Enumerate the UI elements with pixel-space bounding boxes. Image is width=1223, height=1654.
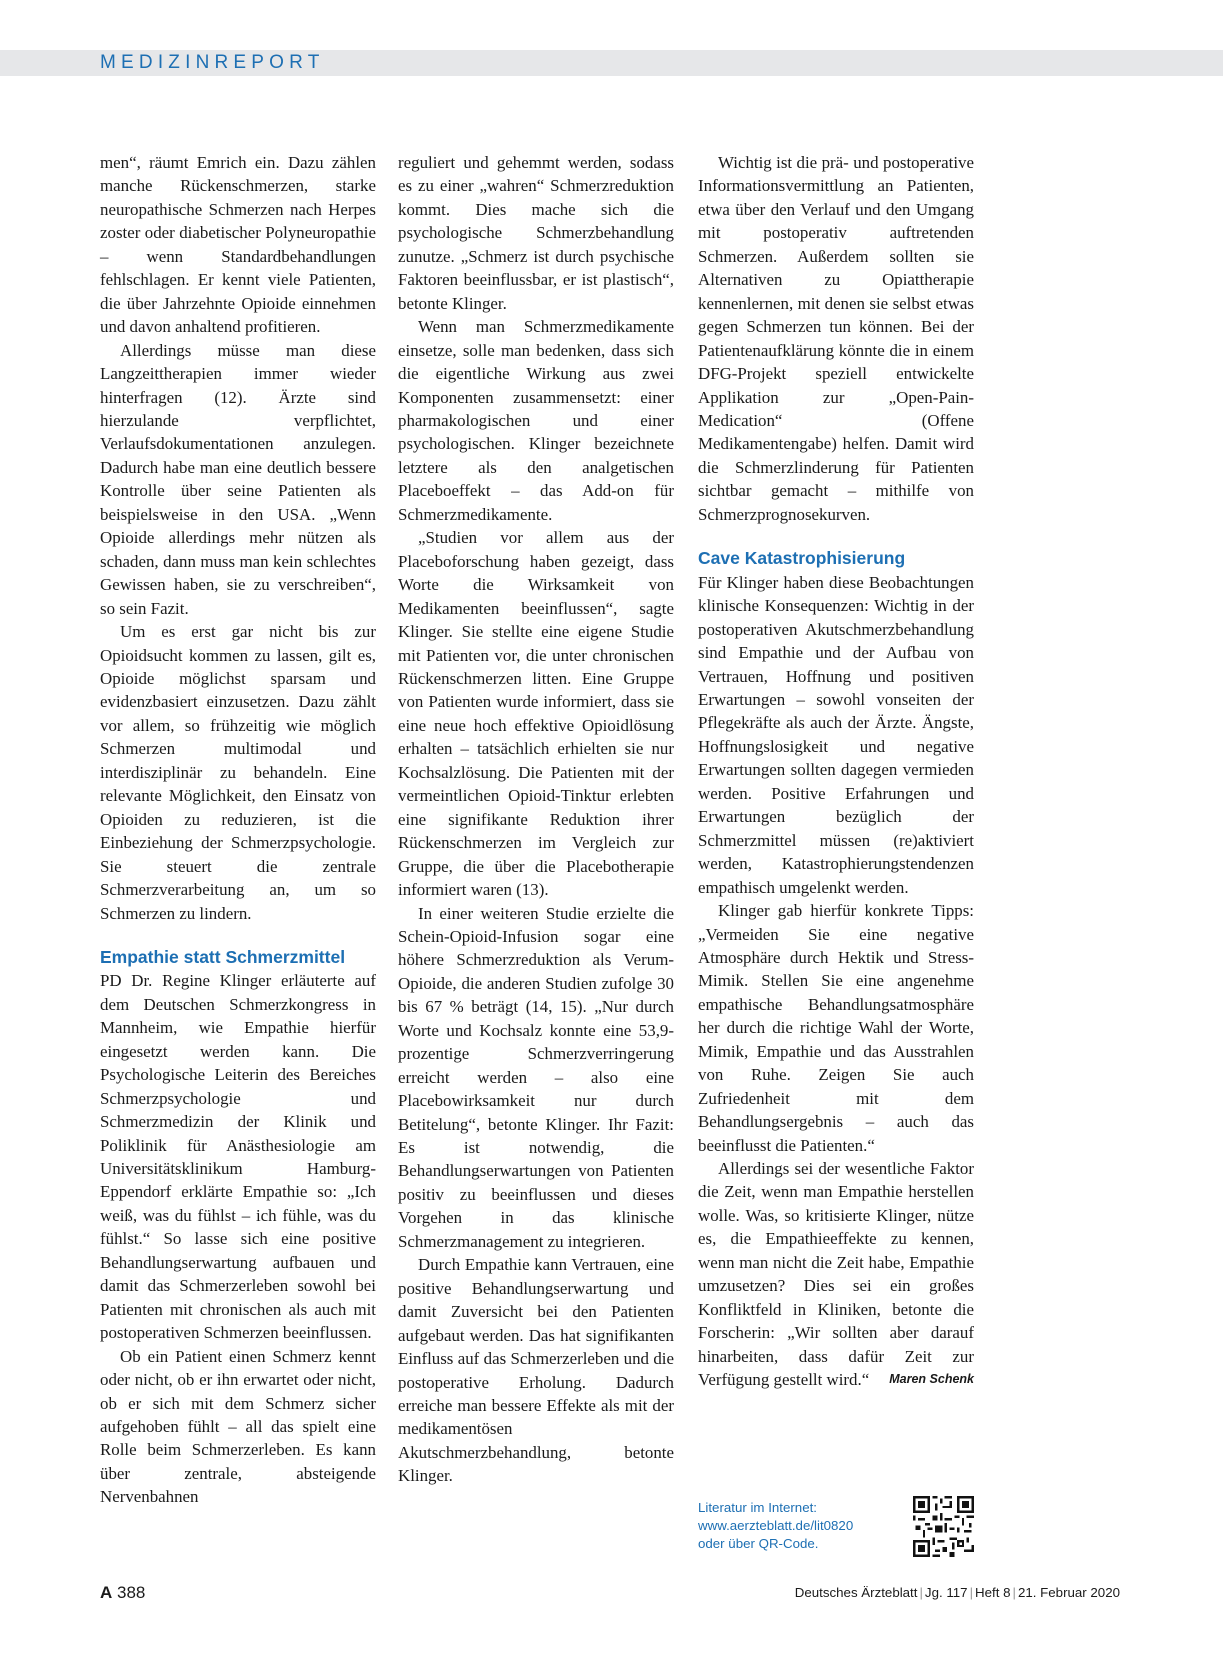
paragraph: men“, räumt Emrich ein. Dazu zählen manche Rückenschmerzen, starke neuropathische Schmerzen nach Herpes zoster oder diabetischer Polyneuropathie – wenn Standardbehandlungen fehlschlagen. Er kennt viele Patienten, die über Jahrzehnte Opioide einnehmen und davon anhaltend profitieren. (100, 153, 376, 337)
literature-label: Literatur im Internet: (698, 1500, 817, 1515)
paragraph: Klinger gab hierfür konkrete Tipps: „Vermeiden Sie eine negative Atmosphäre durch Hektik und Stress-Mimik. Stellen Sie eine angenehme empathische Behandlungsatmosphäre her durch die richtige Wahl der Worte, Mimik, Empathie und das Ausstrahlen von Ruhe. Zeigen Sie auch Zufriedenheit mit dem Behandlungsergebnis – auch das beeinflusst die Patienten.“ (698, 901, 974, 1155)
author-name: Maren Schenk (889, 1372, 974, 1387)
literature-link[interactable]: www.aerzteblatt.de/lit0820 (698, 1518, 854, 1533)
journal-date: 21. Februar 2020 (1017, 1585, 1120, 1600)
paragraph: Um es erst gar nicht bis zur Opioidsucht kommen zu lassen, gilt es, Opioide möglichst sparsam und evidenzbasiert einzusetzen. Dazu zählt vor allem, so frühzeitig wie möglich Schmerzen multimodal und interdisziplinär zu behandeln. Eine relevante Möglichkeit, den Einsatz von Opioiden zu reduzieren, ist die Einbeziehung der Schmerzpsychologie. Sie steuert die zentrale Schmerzverarbeitung an, um so Schmerzen zu lindern. (100, 622, 376, 923)
paragraph: Wenn man Schmerzmedikamente einsetze, solle man bedenken, dass sich die eigentliche Wirkung aus zwei Komponenten zusammensetzt: einer pharmakologischen und einer psychologischen. Klinger bezeichnete letztere als den analgetischen Placeboeffekt – das Add-on für Schmerzmedikamente. (398, 317, 674, 524)
paragraph: In einer weiteren Studie erzielte die Schein-Opioid-Infusion sogar eine höhere Schmerzreduktion als Verum-Opioide, die anderen Studien zufolge 30 bis 67 % beträgt (14, 15). „Nur durch Worte und Kochsalz konnte eine 53,9-prozentige Schmerzverringerung erreicht werden – also eine Placebowirksamkeit nur durch Betitelung“, betonte Klinger. Ihr Fazit: Es ist notwendig, die Behandlungserwartungen von Patienten positiv zu beeinflussen und dieses Vorgehen in das klinische Schmerzmanagement zu integrieren. (398, 903, 674, 1251)
text-column-2 (398, 151, 674, 1488)
journal-volume: Jg. 117 (924, 1585, 968, 1600)
paragraph: Für Klinger haben diese Beobachtungen klinische Konsequenzen: Wichtig in der postoperativen Akutschmerzbehandlung sind Empathie und der Aufbau von Vertrauen, Hoffnung und positiven Erwartungen – sowohl vonseiten der Pflegekräfte als auch der Ärzte. Ängste, Hoffnungslosigkeit und negative Erwartungen sollten dagegen vermieden werden. Positive Erfahrungen und Erwartungen bezüglich der Schmerzmittel müssen (re)aktiviert werden, Katastrophierungstendenzen empathisch umgelenkt werden. (698, 572, 974, 897)
subheading: Cave Katastrophisierung (698, 548, 906, 569)
journal-footer: Deutsches Ärzteblatt | Jg. 117 | Heft 8 | 21. Februar 2020 (794, 1585, 1120, 1600)
paragraph: Ob ein Patient einen Schmerz kennt oder nicht, ob er ihn erwartet oder nicht, ob er sich mit dem Schmerz sicher aufgehoben fühlt – all das spielt eine Rolle beim Schmerzerleben. Es kann über zentrale, absteigende Nervenbahnen (100, 1346, 376, 1507)
text-column-3 (698, 151, 974, 1392)
qr-code-icon[interactable] (913, 1496, 974, 1557)
journal-issue: Heft 8 (975, 1585, 1011, 1600)
page-number: A 388 (100, 1583, 146, 1602)
paragraph: reguliert und gehemmt werden, sodass es zu einer „wahren“ Schmerzreduktion kommt. Dies mache sich die psychologische Schmerzbehandlung zunutze. „Schmerz ist durch psychische Faktoren beeinflussbar, er ist plastisch“, betonte Klinger. (398, 153, 674, 313)
literature-note (698, 1499, 878, 1553)
paragraph: Durch Empathie kann Vertrauen, eine positive Behandlungserwartung und damit Zuversicht bei den Patienten aufgebaut werden. Das hat signifikanten Einfluss auf das Schmerzerleben und die postoperative Erholung. Dadurch erreiche man bessere Effekte als mit der medikamentösen Akutschmerzbehandlung, betonte Klinger. (398, 1255, 674, 1486)
paragraph: „Studien vor allem aus der Placeboforschung haben gezeigt, dass Worte die Wirksamkeit von Medikamenten beeinflussen“, sagte Klinger. Sie stellte eine eigene Studie mit Patienten vor, die unter chronischen Rückenschmerzen litten. Eine Gruppe von Patienten wurde informiert, dass sie eine neue hoch effektive Opioidlösung erhalten – tatsächlich erhielten sie nur Kochsalzlösung. Die Patienten mit der vermeintlichen Opioid-Tinktur erlebten eine signifikante Reduktion ihrer Rückenschmerzen im Vergleich zur Gruppe, die über die Placebotherapie informiert waren (13). (398, 528, 674, 900)
paragraph: Allerdings müsse man diese Langzeittherapien immer wieder hinterfragen (12). Ärzte sind hierzulande verpflichtet, Verlaufsdokumentationen anzulegen. Dadurch habe man eine deutlich bessere Kontrolle über seine Patienten als beispielsweise in den USA. „Wenn Opioide allerdings mehr nützen als schaden, dann muss man kein schlechtes Gewissen haben, sie zu verschreiben“, so sein Fazit. (100, 340, 376, 618)
paragraph-text: Allerdings sei der wesentliche Faktor die Zeit, wenn man Empathie herstellen wolle. Was, so kritisierte Klinger, nütze es, die Empathieeffekte zu kennen, wenn man nicht die Zeit habe, Empathie umzusetzen? Dies sei ein großes Konfliktfeld in Kliniken, betonte die Forscherin: „Wir sollten aber darauf hinarbeiten, dass dafür Zeit zur Verfügung gestellt wird.“ (698, 1159, 974, 1390)
journal-name: Deutsches Ärzteblatt (794, 1585, 918, 1600)
text-column-1 (100, 151, 376, 1509)
paragraph: Wichtig ist die prä- und postoperative Informationsvermittlung an Patienten, etwa über den Verlauf und den Umgang mit postoperativ auftretenden Schmerzen. Außerdem sollten sie Alternativen zu Opiattherapie kennenlernen, mit denen sie selbst etwas gegen Schmerzen tun können. Bei der Patientenaufklärung könnte die in einem DFG-Projekt speziell entwickelte Applikation zur „Open-Pain-Medication“ (Offene Medikamentengabe) helfen. Damit wird die Schmerzlinderung für Patienten sichtbar gemacht – mithilfe von Schmerzprognosekurven. (698, 153, 974, 524)
literature-qr-hint: oder über QR-Code. (698, 1536, 819, 1551)
section-title: MEDIZINREPORT (100, 52, 325, 73)
paragraph: PD Dr. Regine Klinger erläuterte auf dem Deutschen Schmerzkongress in Mannheim, wie Empathie hierfür eingesetzt werden kann. Die Psychologische Leiterin des Bereiches Schmerzpsychologie und Schmerzmedizin der Klinik und Poliklinik für Anästhesiologie am Universitätsklinikum Hamburg-Eppendorf erklärte Empathie so: „Ich weiß, was du fühlst – ich fühle, was du fühlst.“ So lasse sich eine positive Behandlungserwartung aufbauen und damit das Schmerzerleben sowohl bei Patienten mit chronischen als auch mit postoperativen Schmerzen beeinflussen. (100, 971, 376, 1343)
paragraph (698, 1157, 974, 1392)
subheading: Empathie statt Schmerzmittel (100, 946, 346, 967)
